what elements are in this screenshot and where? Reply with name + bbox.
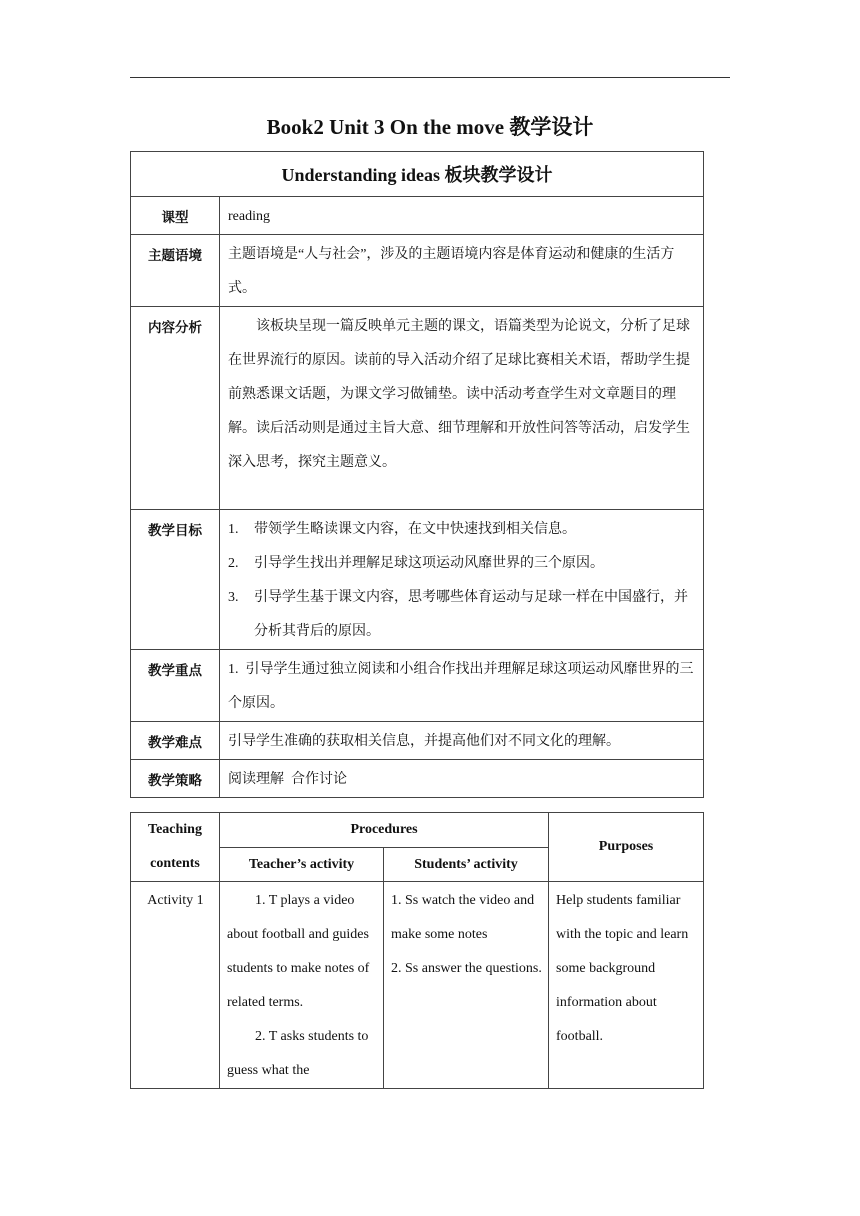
teacher-activity <box>220 882 384 1089</box>
objective-text: 带领学生略读课文内容，在文中快速找到相关信息。 <box>254 522 576 537</box>
value-theme-context: 主题语境是“人与社会”，涉及的主题语境内容是体育运动和健康的生活方式。 <box>220 235 704 307</box>
student-step: 1. Ss watch the video and make some notes <box>391 893 535 942</box>
header-purposes: Purposes <box>549 813 704 882</box>
objective-item <box>228 513 694 547</box>
objective-number: 2. <box>228 556 239 571</box>
header-rule <box>130 77 730 78</box>
objective-text: 引导学生找出并理解足球这项运动风靡世界的三个原因。 <box>254 556 604 571</box>
objective-item <box>228 581 694 649</box>
activity-name: Activity 1 <box>131 882 220 1089</box>
objective-number: 1. <box>228 522 239 537</box>
objective-text: 引导学生基于课文内容，思考哪些体育运动与足球一样在中国盛行，并分析其背后的原因。 <box>254 590 688 639</box>
key-point-text: 引导学生通过独立阅读和小组合作找出并理解足球这项运动风靡世界的三个原因。 <box>228 662 694 711</box>
key-point-number: 1. <box>228 662 239 677</box>
value-key-points <box>220 650 704 722</box>
teacher-step: 2. T asks students to guess what the <box>227 1029 369 1078</box>
objective-item <box>228 547 694 581</box>
value-strategies: 阅读理解 合作讨论 <box>220 760 704 798</box>
label-theme-context: 主题语境 <box>131 235 220 307</box>
design-table <box>130 151 704 798</box>
procedure-table <box>130 812 704 1089</box>
student-step: 2. Ss answer the questions. <box>391 961 542 976</box>
header-teaching-contents: Teaching contents <box>131 813 220 882</box>
activity-purpose: Help students familiar with the topic and learn some background information about football. <box>549 882 704 1089</box>
document-title: Book2 Unit 3 On the move 教学设计 <box>266 115 594 139</box>
value-difficulties: 引导学生准确的获取相关信息，并提高他们对不同文化的理解。 <box>220 722 704 760</box>
teacher-step: 1. T plays a video about football and guides students to make notes of related terms. <box>227 893 370 1010</box>
header-procedures: Procedures <box>220 813 549 848</box>
label-content-analysis: 内容分析 <box>131 307 220 510</box>
header-students-activity: Students’ activity <box>384 848 549 882</box>
label-difficulties: 教学难点 <box>131 722 220 760</box>
label-strategies: 教学策略 <box>131 760 220 798</box>
objectives-list <box>220 510 704 650</box>
objective-number: 3. <box>228 590 239 605</box>
header-teacher-activity: Teacher’s activity <box>220 848 384 882</box>
label-key-points: 教学重点 <box>131 650 220 722</box>
students-activity <box>384 882 549 1089</box>
value-content-analysis: 该板块呈现一篇反映单元主题的课文，语篇类型为论说文，分析了足球在世界流行的原因。读前的导入活动介绍了足球比赛相关术语，帮助学生提前熟悉课文话题，为课文学习做铺垫。读中活动考查学生对文章题目的理解。读后活动则是通过主旨大意、细节理解和开放性问答等活动，启发学生深入思考，探究主题意义。 <box>220 307 704 510</box>
value-lesson-type: reading <box>220 197 704 235</box>
section-title: Understanding ideas 板块教学设计 <box>131 152 704 197</box>
label-lesson-type: 课型 <box>131 197 220 235</box>
label-objectives: 教学目标 <box>131 510 220 650</box>
